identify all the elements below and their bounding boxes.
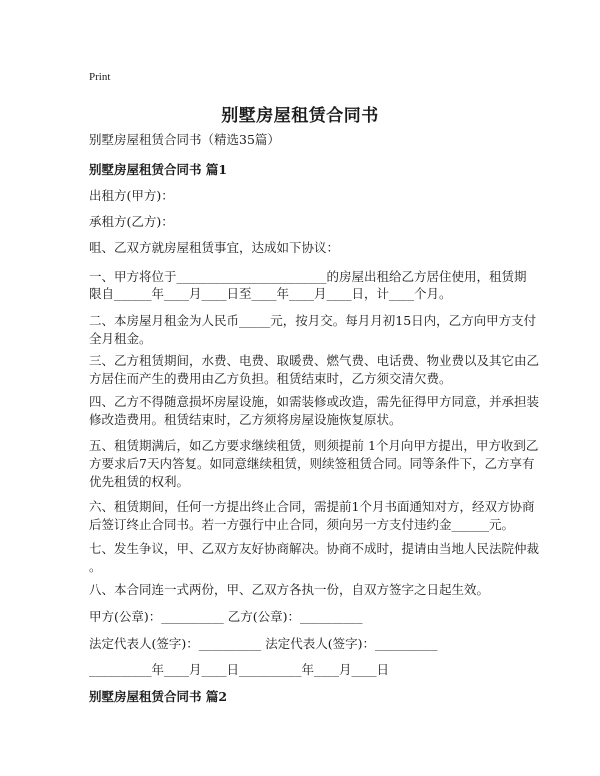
clause-5-line-3: 优先租赁的权利。 [89,474,190,489]
document-subtitle: 别墅房屋租赁合同书（精选35篇） [89,132,280,147]
clause-4-line-1: 四、乙方不得随意损坏房屋设施，如需装修或改造，需先征得甲方同意，并承担装 [89,394,540,409]
clause-6-line-2: 后签订终止合同书。若一方强行中止合同，须向另一方支付违约金______元。 [89,517,515,532]
clause-6-line-1: 六、租赁期间，任何一方提出终止合同，需提前1个月书面通知对方，经双方协商 [89,499,535,514]
clause-7-line-1: 七、发生争议，甲、乙双方友好协商解决。协商不成时，提请由当地人民法院仲裁 [89,541,540,556]
clause-5-line-1: 五、租赁期满后，如乙方要求继续租赁，则须提前 1个月向甲方提出，甲方收到乙 [89,438,539,453]
clause-3-line-2: 方居住而产生的费用由乙方负担。租赁结束时，乙方须交清欠费。 [89,371,452,386]
clause-1-line-2: 限自______年____月____日至____年____月____日，计____个月。 [89,286,452,301]
lessor-label: 出租方(甲方)： [89,188,174,203]
clause-4-line-2: 修改造费用。租赁结束时，乙方须将房屋设施恢复原状。 [89,412,402,427]
section-heading-2: 别墅房屋租赁合同书 篇2 [89,689,228,704]
clause-7-line-2: 。 [89,559,102,574]
signature-seal-line: 甲方(公章)：__________ 乙方(公章)：__________ [89,609,363,624]
intro-text: 咀、乙双方就房屋租赁事宜，达成如下协议： [89,240,340,255]
signature-representative-line: 法定代表人(签字)：__________ 法定代表人(签字)：__________ [89,636,438,651]
clause-8: 八、本合同连一式两份，甲、乙双方各执一份，自双方签字之日起生效。 [89,582,490,597]
clause-1-line-1: 一、甲方将位于________________________的房屋出租给乙方居住使用，租赁期 [89,269,527,284]
document-title: 别墅房屋租赁合同书 [221,106,379,126]
signature-date-line: __________年____月____日__________年____月____日 [89,662,390,677]
lessee-label: 承租方(乙方)： [89,214,174,229]
clause-2-line-2: 全月租金。 [89,331,152,346]
clause-2-line-1: 二、本房屋月租金为人民币_____元，按月交。每月月初15日内，乙方向甲方支付 [89,313,537,328]
print-label[interactable]: Print [89,71,111,83]
clause-3-line-1: 三、乙方租赁期间，水费、电费、取暖费、燃气费、电话费、物业费以及其它由乙 [89,353,540,368]
section-heading-1: 别墅房屋租赁合同书 篇1 [89,162,228,177]
clause-5-line-2: 方要求后7天内答复。如同意继续租赁，则续签租赁合同。同等条件下，乙方享有 [89,456,535,471]
